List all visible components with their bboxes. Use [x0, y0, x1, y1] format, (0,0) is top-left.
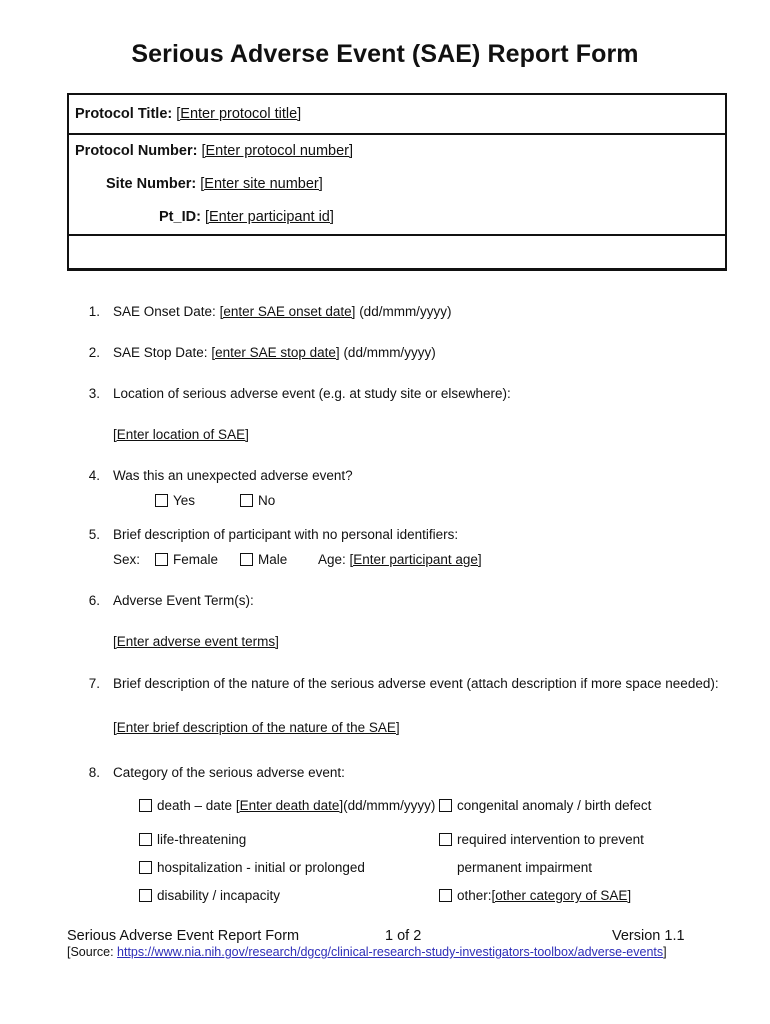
- participant-description-label: Brief description of participant with no personal identifiers:: [113, 527, 459, 542]
- disability-checkbox[interactable]: [139, 889, 152, 902]
- no-checkbox[interactable]: [240, 494, 253, 507]
- source-prefix: [Source:: [67, 945, 118, 959]
- item-number: 3.: [88, 386, 100, 401]
- death-date-format: (dd/mmm/yyyy): [343, 798, 436, 813]
- other-label: other:: [457, 888, 492, 903]
- unexpected-no-option[interactable]: [240, 493, 275, 508]
- footer-source: [67, 945, 667, 959]
- age-line: [318, 552, 482, 567]
- unexpected-label: Was this an unexpected adverse event?: [113, 468, 353, 483]
- yes-checkbox[interactable]: [155, 494, 168, 507]
- death-label: death – date: [157, 798, 233, 813]
- location-field[interactable]: [Enter location of SAE]: [113, 427, 249, 442]
- protocol-number-field[interactable]: [Enter protocol number]: [201, 143, 354, 159]
- item-number: 7.: [88, 676, 100, 691]
- category-death-option[interactable]: [139, 798, 435, 813]
- male-checkbox[interactable]: [240, 553, 253, 566]
- category-label: Category of the serious adverse event:: [113, 765, 345, 780]
- nature-description-label: Brief description of the nature of the serious adverse event (attach description if more space needed):: [113, 676, 719, 691]
- pt-id-line: [159, 209, 334, 225]
- item-number: 8.: [88, 765, 100, 780]
- hospitalization-label: hospitalization - initial or prolonged: [157, 860, 365, 875]
- footer-page-number: 1 of 2: [385, 928, 422, 944]
- life-threatening-checkbox[interactable]: [139, 833, 152, 846]
- item-number: 1.: [88, 304, 100, 319]
- source-link[interactable]: https://www.nia.nih.gov/research/dgcg/clinical-research-study-investigators-toolbox/adverse-events: [117, 945, 664, 959]
- stop-date-label: SAE Stop Date:: [113, 345, 208, 360]
- congenital-checkbox[interactable]: [439, 799, 452, 812]
- congenital-label: congenital anomaly / birth defect: [457, 798, 652, 813]
- site-number-label: Site Number:: [106, 176, 197, 192]
- stop-date-field[interactable]: [enter SAE stop date]: [211, 345, 340, 360]
- onset-date-format: (dd/mmm/yyyy): [359, 304, 452, 319]
- death-date-field[interactable]: [Enter death date]: [235, 798, 344, 813]
- no-label: No: [258, 493, 276, 508]
- onset-date-label: SAE Onset Date:: [113, 304, 216, 319]
- nature-description-field[interactable]: [Enter brief description of the nature of the SAE]: [113, 720, 400, 735]
- onset-date-field[interactable]: [enter SAE onset date]: [219, 304, 356, 319]
- intervention-label: required intervention to prevent: [457, 832, 644, 847]
- life-threatening-label: life-threatening: [157, 832, 247, 847]
- footer-form-name: Serious Adverse Event Report Form: [67, 928, 300, 944]
- protocol-title-label: Protocol Title:: [75, 106, 173, 122]
- source-suffix: ]: [663, 945, 667, 959]
- protocol-number-line: [75, 143, 353, 159]
- intervention-label-continued: permanent impairment: [457, 860, 593, 875]
- category-other-option[interactable]: [439, 888, 631, 903]
- pt-id-label: Pt_ID:: [159, 209, 201, 225]
- item-number: 5.: [88, 527, 100, 542]
- intervention-checkbox[interactable]: [439, 833, 452, 846]
- header-divider: [69, 234, 725, 236]
- footer-version: Version 1.1: [612, 928, 685, 944]
- event-terms-label: Adverse Event Term(s):: [113, 593, 254, 608]
- event-terms-field[interactable]: [Enter adverse event terms]: [113, 634, 279, 649]
- protocol-header-table: [67, 93, 727, 271]
- unexpected-yes-option[interactable]: [155, 493, 195, 508]
- disability-label: disability / incapacity: [157, 888, 281, 903]
- category-hospitalization-option[interactable]: [139, 860, 365, 875]
- location-label: Location of serious adverse event (e.g. at study site or elsewhere):: [113, 386, 511, 401]
- category-life-threatening-option[interactable]: [139, 832, 246, 847]
- category-disability-option[interactable]: [139, 888, 280, 903]
- page-title: Serious Adverse Event (SAE) Report Form: [131, 40, 639, 68]
- female-checkbox[interactable]: [155, 553, 168, 566]
- category-congenital-option[interactable]: [439, 798, 651, 813]
- yes-label: Yes: [173, 493, 196, 508]
- category-intervention-option[interactable]: [439, 832, 644, 847]
- stop-date-format: (dd/mmm/yyyy): [343, 345, 436, 360]
- male-option[interactable]: [240, 552, 287, 567]
- item-number: 6.: [88, 593, 100, 608]
- sex-label: Sex:: [113, 552, 141, 567]
- age-label: Age:: [318, 552, 346, 567]
- death-checkbox[interactable]: [139, 799, 152, 812]
- protocol-number-label: Protocol Number:: [75, 143, 198, 159]
- female-label: Female: [173, 552, 219, 567]
- other-category-field[interactable]: [other category of SAE]: [491, 888, 632, 903]
- other-checkbox[interactable]: [439, 889, 452, 902]
- protocol-title-field[interactable]: [Enter protocol title]: [176, 106, 302, 122]
- site-number-line: [106, 176, 323, 192]
- site-number-field[interactable]: [Enter site number]: [200, 176, 323, 192]
- male-label: Male: [258, 552, 288, 567]
- item-number: 2.: [88, 345, 100, 360]
- hospitalization-checkbox[interactable]: [139, 861, 152, 874]
- age-field[interactable]: [Enter participant age]: [349, 552, 482, 567]
- female-option[interactable]: [155, 552, 218, 567]
- protocol-title-line: [75, 106, 301, 122]
- pt-id-field[interactable]: [Enter participant id]: [204, 209, 334, 225]
- item-number: 4.: [88, 468, 100, 483]
